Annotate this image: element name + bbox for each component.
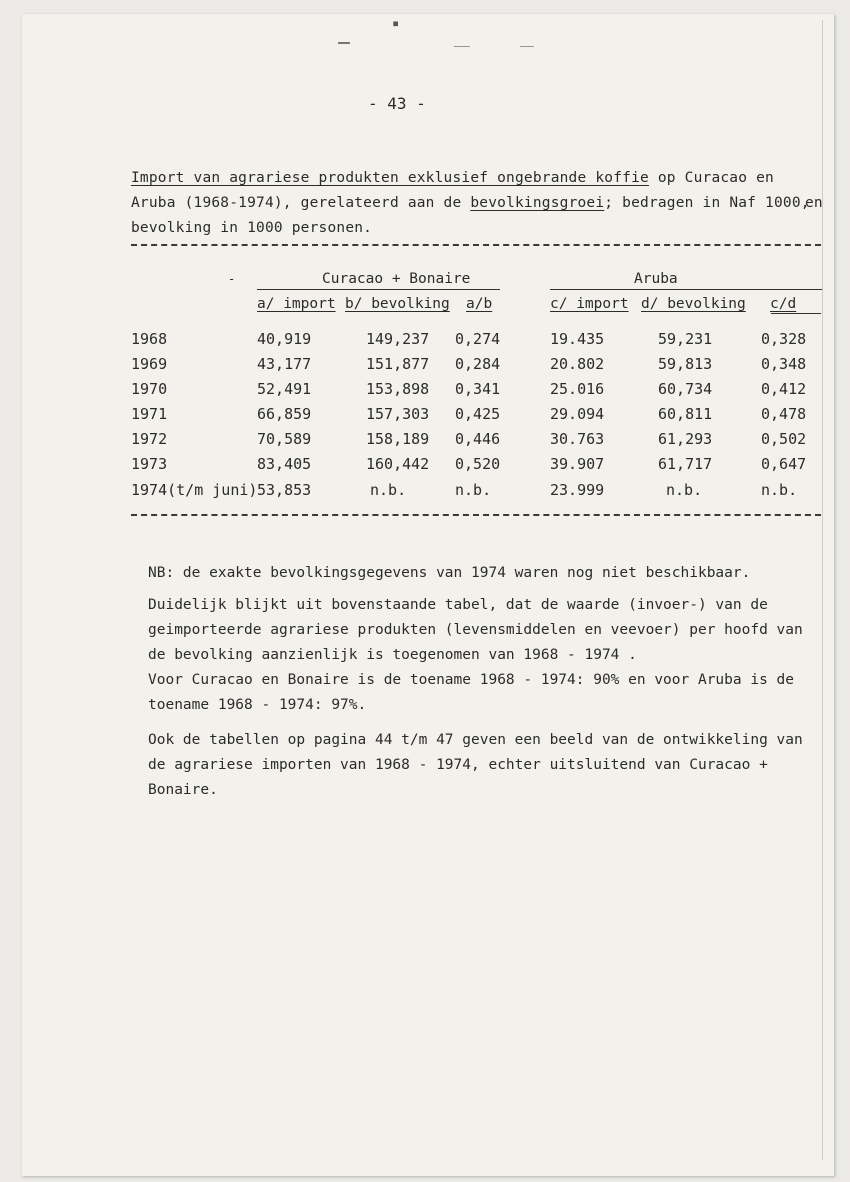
cell-d-bevolking: 59,231 [658, 330, 713, 348]
title-line-1-rest: op Curacao en [648, 170, 774, 186]
cell-a-import: 43,177 [257, 355, 312, 373]
cell-c-import: 39.907 [550, 455, 605, 473]
cell-d-bevolking: n.b. [666, 481, 703, 499]
stray-mark [454, 46, 470, 47]
cell-year: 1968 [131, 330, 168, 348]
cell-c-import: 29.094 [550, 405, 605, 423]
group-header-aruba: Aruba [634, 271, 678, 287]
column-header-d: d/ bevolking [641, 296, 746, 312]
title-underlined-word: bevolkingsgroei [470, 195, 605, 211]
cell-ab-ratio: 0,520 [455, 455, 501, 473]
table-title-line-2 [131, 195, 810, 211]
cell-d-bevolking: 60,734 [658, 380, 713, 398]
cell-cd-ratio: 0,412 [761, 380, 807, 398]
cell-ab-ratio: 0,425 [455, 405, 501, 423]
paragraph-1-line: Duidelijk blijkt uit bovenstaande tabel, dat de waarde (invoer-) van de [148, 597, 768, 613]
cell-d-bevolking: 61,717 [658, 455, 713, 473]
paragraph-1-line: de bevolking aanzienlijk is toegenomen van 1968 - 1974 . [148, 647, 637, 663]
group-header-curacao-bonaire: Curacao + Bonaire [322, 271, 471, 287]
table-row [0, 330, 850, 352]
nb-note: NB: de exakte bevolkingsgegevens van 1974 waren nog niet beschikbaar. [148, 565, 751, 581]
stray-mark [338, 42, 350, 44]
title-line-2-trailing: en [805, 195, 823, 211]
column-header-cd: c/d [770, 296, 797, 312]
cell-year: 1974(t/m juni) [131, 481, 258, 499]
paragraph-1-line: geimporteerde agrariese produkten (levensmiddelen en veevoer) per hoofd van [148, 622, 803, 638]
cell-year: 1969 [131, 355, 168, 373]
cell-a-import: 70,589 [257, 430, 312, 448]
cell-a-import: 40,919 [257, 330, 312, 348]
cell-cd-ratio: n.b. [761, 481, 798, 499]
stray-mark: - [228, 272, 236, 286]
paragraph-2-line: Bonaire. [148, 782, 218, 798]
title-underlined-phrase: Import van agrariese produkten exklusief ongebrande koffie [131, 170, 649, 186]
table-top-rule [131, 244, 821, 246]
column-header-cd-underline [771, 313, 821, 314]
group-header-underline [550, 289, 822, 290]
group-header-underline [257, 289, 500, 290]
column-header-c: c/ import [550, 296, 629, 312]
cell-b-bevolking: 160,442 [366, 455, 430, 473]
table-row [0, 405, 850, 427]
page-number: - 43 - [368, 94, 426, 113]
title-line-2-end: ; bedragen in Naf 1000, [604, 195, 810, 211]
cell-b-bevolking: 153,898 [366, 380, 430, 398]
cell-c-import: 20.802 [550, 355, 605, 373]
cell-year: 1970 [131, 380, 168, 398]
cell-b-bevolking: 158,189 [366, 430, 430, 448]
cell-b-bevolking: 151,877 [366, 355, 430, 373]
cell-c-import: 19.435 [550, 330, 605, 348]
cell-c-import: 25.016 [550, 380, 605, 398]
cell-cd-ratio: 0,478 [761, 405, 807, 423]
cell-d-bevolking: 60,811 [658, 405, 713, 423]
stray-mark: ▪ [392, 16, 400, 30]
cell-ab-ratio: n.b. [455, 481, 492, 499]
stray-mark [520, 46, 534, 47]
cell-cd-ratio: 0,328 [761, 330, 807, 348]
cell-cd-ratio: 0,502 [761, 430, 807, 448]
column-header-b: b/ bevolking [345, 296, 450, 312]
table-title-line-1 [131, 170, 774, 186]
table-row [0, 455, 850, 477]
table-title-line-3: bevolking in 1000 personen. [131, 220, 373, 236]
paragraph-1-line: Voor Curacao en Bonaire is de toename 1968 - 1974: 90% en voor Aruba is de [148, 672, 795, 688]
cell-b-bevolking: n.b. [370, 481, 407, 499]
cell-a-import: 52,491 [257, 380, 312, 398]
cell-b-bevolking: 157,303 [366, 405, 430, 423]
cell-ab-ratio: 0,284 [455, 355, 501, 373]
cell-year: 1973 [131, 455, 168, 473]
cell-cd-ratio: 0,647 [761, 455, 807, 473]
cell-year: 1972 [131, 430, 168, 448]
cell-year: 1971 [131, 405, 168, 423]
column-header-ab: a/b [466, 296, 493, 312]
cell-d-bevolking: 61,293 [658, 430, 713, 448]
column-header-a: a/ import [257, 296, 336, 312]
cell-d-bevolking: 59,813 [658, 355, 713, 373]
cell-c-import: 23.999 [550, 481, 605, 499]
table-row [0, 380, 850, 402]
paragraph-1-line: toename 1968 - 1974: 97%. [148, 697, 367, 713]
cell-b-bevolking: 149,237 [366, 330, 430, 348]
cell-a-import: 83,405 [257, 455, 312, 473]
cell-a-import: 66,859 [257, 405, 312, 423]
paragraph-2-line: de agrariese importen van 1968 - 1974, echter uitsluitend van Curacao + [148, 757, 768, 773]
cell-cd-ratio: 0,348 [761, 355, 807, 373]
cell-ab-ratio: 0,274 [455, 330, 501, 348]
page-edge [822, 20, 823, 1160]
cell-a-import: 53,853 [257, 481, 312, 499]
cell-ab-ratio: 0,341 [455, 380, 501, 398]
paragraph-2-line: Ook de tabellen op pagina 44 t/m 47 geven een beeld van de ontwikkeling van [148, 732, 803, 748]
title-line-2-start: Aruba (1968-1974), gerelateerd aan de [131, 195, 471, 211]
table-row [0, 430, 850, 452]
cell-ab-ratio: 0,446 [455, 430, 501, 448]
cell-c-import: 30.763 [550, 430, 605, 448]
table-row [0, 355, 850, 377]
table-row [0, 481, 850, 503]
table-bottom-rule [131, 514, 821, 516]
